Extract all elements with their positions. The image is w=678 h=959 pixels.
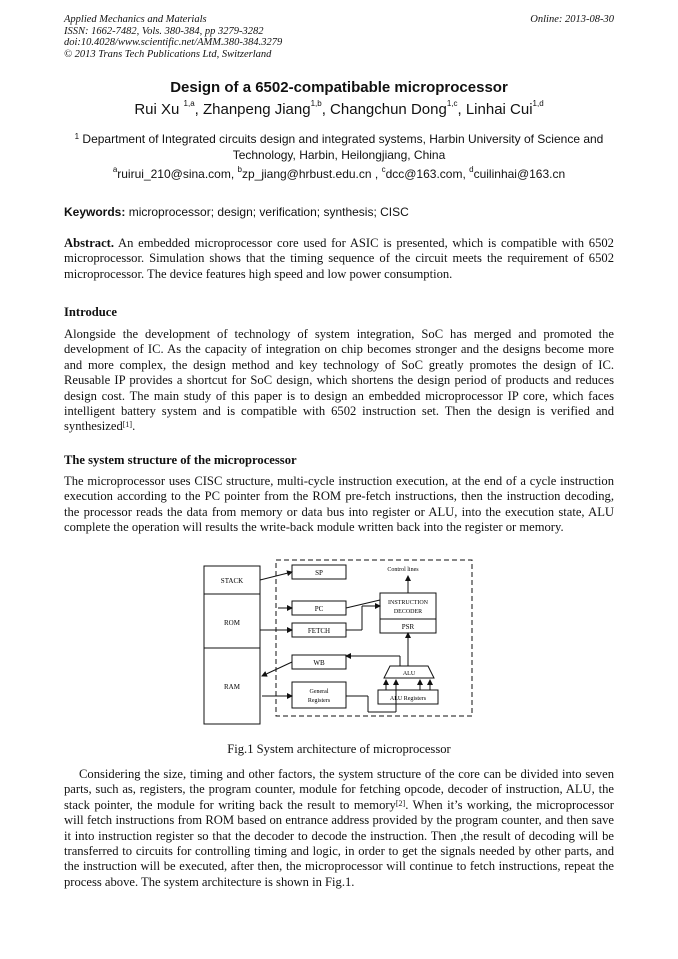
journal-header — [64, 14, 282, 60]
affiliation-sup: 1 — [74, 132, 80, 141]
email-sup: c — [381, 165, 386, 174]
author-sup: 1,d — [532, 99, 544, 108]
author-sup: 1,c — [446, 99, 458, 108]
author-name: Zhanpeng Jiang — [202, 101, 311, 118]
decoder-label-1: INSTRUCTION — [388, 600, 428, 606]
sp-label: SP — [315, 569, 323, 577]
period: . — [132, 419, 136, 434]
keywords-label: Keywords: — [64, 205, 126, 219]
email-address[interactable]: ruirui_210@sina.com, — [117, 167, 235, 181]
architecture-diagram — [0, 556, 678, 736]
decoder-box — [380, 593, 436, 619]
author-name: Changchun Dong — [330, 101, 447, 118]
author-list: Rui Xu $^{1,a}$, Zhanpeng Jiang$^{1,b}$, Changchun Dong$^{1,c}$, Linhai Cui$^{1,d}$ — [134, 99, 544, 118]
doi-line: doi:10.4028/www.scientific.net/AMM.380-384.3279 — [64, 37, 283, 48]
email-list — [0, 167, 678, 181]
online-date: Online: 2013-08-30 — [530, 14, 614, 25]
copyright-line: © 2013 Trans Tech Publications Ltd, Switzerland — [64, 48, 272, 60]
registers-label: Registers — [307, 698, 331, 704]
citation-ref[interactable]: [1] — [122, 420, 133, 430]
considering-paragraph — [64, 767, 614, 890]
journal-name: Applied Mechanics and Materials — [64, 14, 207, 25]
author-sup: 1,a — [183, 99, 195, 108]
alu-registers-label: ALU Registers — [389, 696, 427, 702]
introduce-paragraph — [64, 327, 614, 435]
memory-block — [204, 566, 260, 724]
email-sup: b — [237, 165, 242, 174]
stack-label: STACK — [220, 577, 244, 585]
abstract-label: Abstract. — [64, 236, 115, 250]
section-heading-structure: The system structure of the microprocessor — [64, 453, 297, 467]
abstract — [64, 236, 614, 282]
email-sup: d — [469, 165, 474, 174]
core-boundary — [276, 560, 472, 716]
wb-label: WB — [313, 659, 325, 667]
author-sup: 1,b — [310, 99, 322, 108]
paper-title: Design of a 6502-compatibable microprocessor — [170, 79, 508, 96]
email-sup: a — [112, 165, 118, 174]
author-name: Rui Xu — [134, 101, 180, 118]
affiliation-text: Department of Integrated circuits design and integrated systems, Harbin University of Science and Technology, Harbin, Heilongjiang, China — [82, 132, 604, 162]
keywords-text: microprocessor; design; verification; synthesis; CISC — [128, 205, 409, 219]
abstract-text: An embedded microprocessor core used for ASIC is presented, which is compatible with 6502 microprocessor. Simulation shows that the timing sequence of the circuit meets the requirement of 6502 microprocessor. The device features high speed and low power consumption. — [64, 236, 614, 281]
psr-label: PSR — [401, 623, 415, 631]
structure-paragraph: The microprocessor uses CISC structure, multi-cycle instruction execution, at the end of a cycle instruction execution according to the PC pointer from the ROM pre-fetch instructions, then the instruction decoding, the processor reads the data from memory or data bus into register or ALU, into the execution state, ALU complete the operation will results the write-back module written back into the register or memory. — [64, 474, 614, 535]
author-name: Linhai Cui — [465, 101, 533, 118]
rom-label: ROM — [224, 619, 240, 627]
keywords — [64, 205, 409, 219]
affiliation — [64, 131, 614, 163]
control-lines-label: Control lines — [387, 567, 419, 573]
alu-label: ALU — [402, 671, 416, 677]
considering-text: Considering the size, timing and other factors, the system structure of the core can be divided into seven parts, such as, registers, the program counter, module for fetching opcode, decoder of instruction, ALU, the stack pointer, the module for writing back the result to memory — [64, 767, 614, 812]
fetch-label: FETCH — [307, 627, 331, 635]
email-address[interactable]: zp_jiang@hrbust.edu.cn , — [241, 167, 379, 181]
ram-label: RAM — [224, 683, 240, 691]
general-label: General — [309, 689, 329, 695]
considering-text-2: . When it’s working, the microprocessor will fetch instructions from ROM based on entrance address provided by the program counter, and then save it into instruction register so that the decoder to decode the instruction. Then ,the result of decoding will be transferred to circuits for controlling timing and logic, in order to get the signals needed by other parts, and the instruction will be executed, after then, the microprocessor will continue to fetch instructions, repeat the process above. The system architecture is shown in Fig.1. — [64, 797, 614, 889]
general-registers-box — [292, 682, 346, 708]
figure-caption: Fig.1 System architecture of microprocessor — [227, 742, 451, 756]
introduce-text: Alongside the development of technology of system integration, SoC has merged and promoted the development of IC. As the capacity of integration on chip becomes stronger and the designs become more and more complex, the design method and key technology of SoC greatly promotes the design of IC. Reusable IP provides a shortcut for SoC design, which shortens the design period of products and reduces design cost. The main study of this paper is to design an embedded microprocessor IP core, which faces intelligent battery system and is compatible with 6502 instruction set. Then the design is verified and synthesized — [64, 327, 614, 434]
decoder-label-2: DECODER — [393, 609, 423, 615]
section-heading-introduce: Introduce — [64, 305, 117, 319]
citation-ref[interactable]: [2] — [395, 798, 406, 808]
pc-label: PC — [314, 605, 324, 613]
issn-line: ISSN: 1662-7482, Vols. 380-384, pp 3279-3282 — [64, 25, 264, 37]
email-address[interactable]: dcc@163.com, — [385, 167, 466, 181]
email-address[interactable]: cuilinhai@163.cn — [473, 167, 566, 181]
